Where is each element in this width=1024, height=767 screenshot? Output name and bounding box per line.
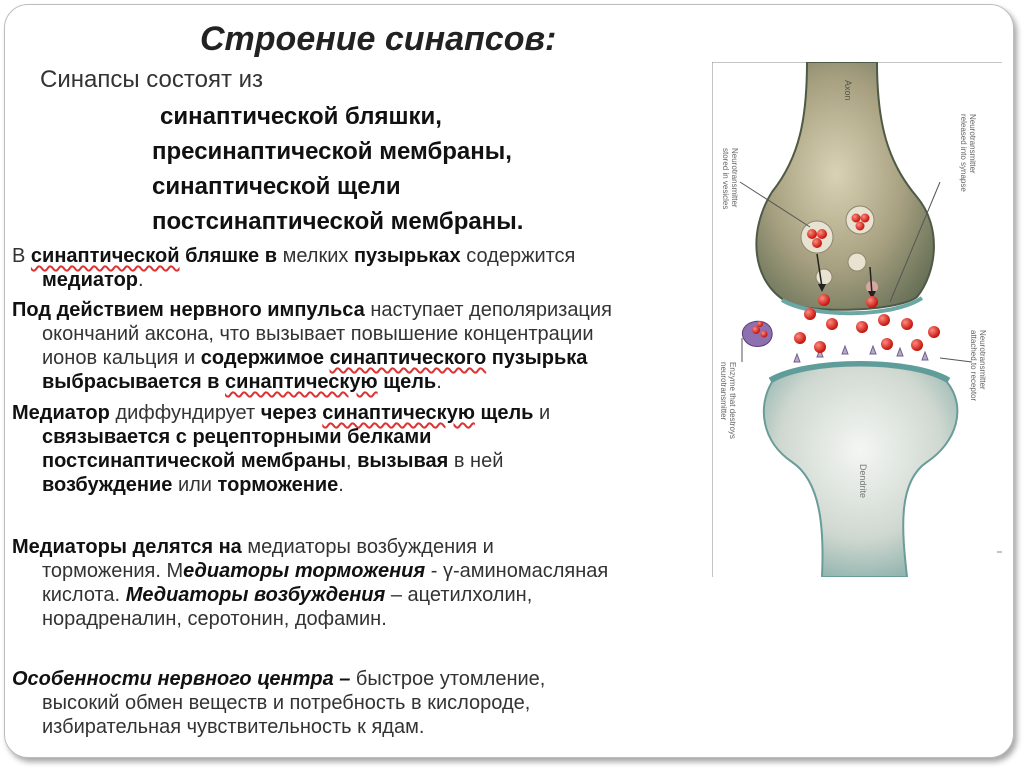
axon-label: Axon — [843, 80, 853, 101]
paragraph-impulse: Под действием нервного импульса наступает деполяризация окончаний аксона, что вызывает повышение концентрации ионов кальция и содержимое синаптического пузырька выбрасывается в синаптическую щель. — [12, 299, 612, 393]
vesicle — [801, 221, 833, 253]
dendrite-label: Dendrite — [858, 464, 868, 499]
component-item: пресинаптической мембраны, — [152, 138, 512, 165]
components-list — [152, 99, 523, 239]
label-nt-released: Neurotransmitterreleased into synapse — [959, 114, 977, 192]
slide-title: Строение синапсов: — [200, 20, 557, 58]
label-nt-attached: Neurotransmitterattached to receptor — [969, 330, 987, 402]
component-item: синаптической щели — [152, 173, 401, 200]
intro-text: Синапсы состоят из — [40, 66, 264, 93]
component-item: постсинаптической мембраны. — [152, 208, 524, 235]
paragraph-mediator-types: Медиаторы делятся на медиаторы возбуждения и торможения. Медиаторы торможения - γ-аминомасляная кислота. Медиаторы возбуждения – ацетилхолин, норадреналин, серотонин, дофамин. — [12, 536, 609, 630]
enzyme — [742, 321, 772, 347]
receptors — [794, 346, 928, 362]
label-nt-stored: Neurotransmitterstored in vesicles — [721, 148, 739, 210]
paragraph-mediator: Медиатор диффундирует через синаптическую щель и связывается с рецепторными белками постсинаптической мембраны, вызывая в ней возбуждение или торможение. — [12, 402, 551, 496]
synapse-illustration — [712, 62, 1002, 577]
paragraph-vesicles: В синаптической бляшке в мелких пузырьках содержится медиатор. — [12, 245, 576, 291]
label-enzyme: Enzyme that destroysneurotransmitter — [719, 362, 737, 439]
paragraph-nerve-center: Особенности нервного центра – быстрое утомление, высокий обмен веществ и потребность в кислороде, избирательная чувствительность к ядам. — [12, 668, 546, 738]
component-item: синаптической бляшки, — [160, 103, 442, 130]
